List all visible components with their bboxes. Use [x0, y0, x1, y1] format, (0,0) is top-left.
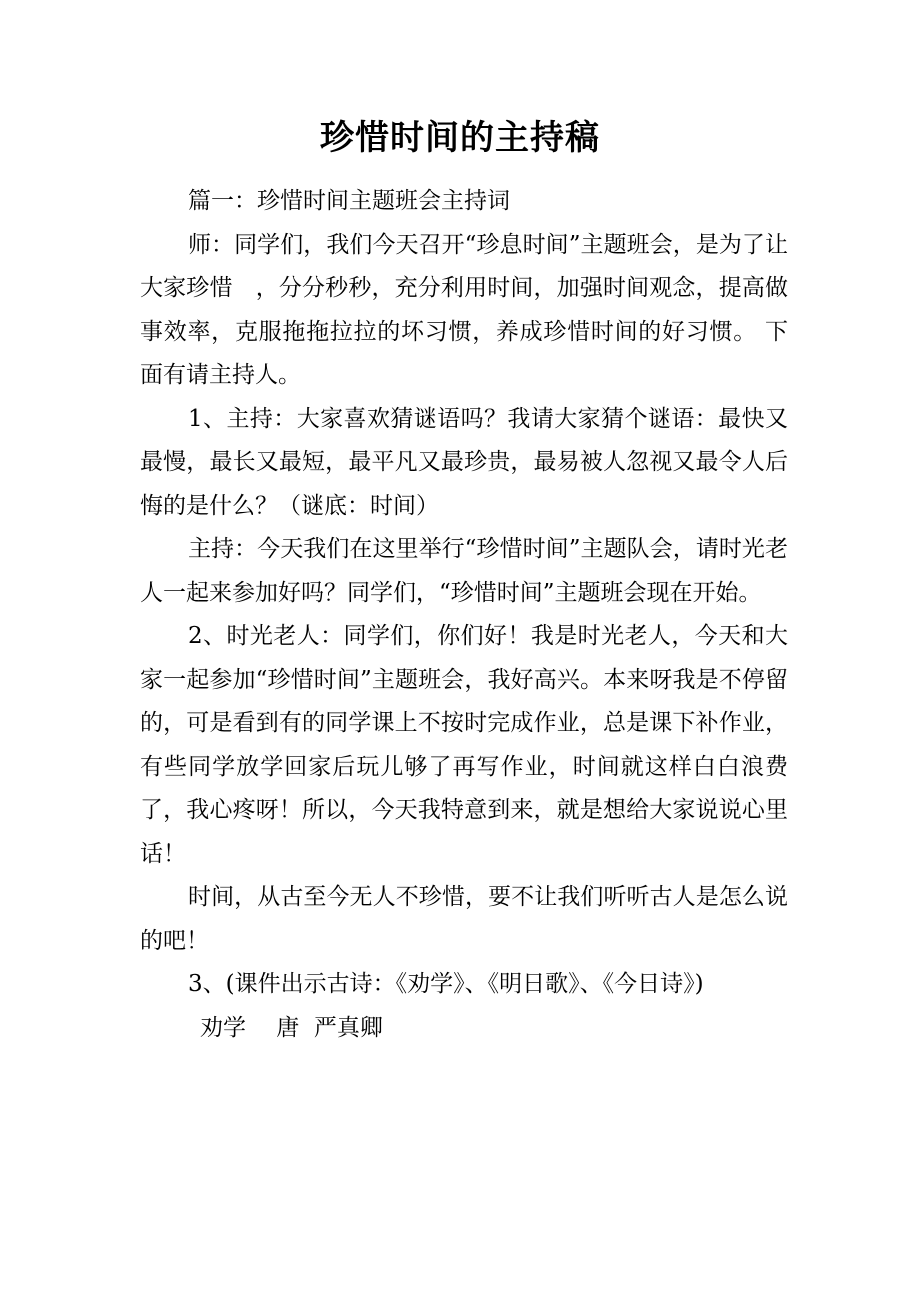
- paragraph-courseware: 3、(课件出示古诗：《劝学》、《明日歌》、《今日诗》): [188, 971, 704, 997]
- section-heading: 篇一：珍惜时间主题班会主持词: [188, 188, 510, 214]
- paragraph-time-elder: 2、时光老人：同学们，你们好！我是时光老人，今天和大家一起参加“珍惜时间”主题班会，我好高兴。本来呀我是不停留的，可是看到有的同学课上不按时完成作业，总是课下补作业，有些同学放学回家后玩儿够了再写作业，时间就这样白白浪费了，我心疼呀！所以，今天我特意到来，就是想给大家说说心里话！: [140, 623, 788, 867]
- document-title: 珍惜时间的主持稿: [320, 118, 600, 158]
- paragraph-teacher-intro: 师：同学们，我们今天召开“珍息时间”主题班会，是为了让大家珍惜 ，分分秒秒，充分利用时间，加强时间观念，提高做事效率，克服拖拖拉拉的坏习惯，养成珍惜时间的好习惯。 下面有请主持人。: [140, 231, 788, 388]
- paragraph-host-opening: 主持：今天我们在这里举行“珍惜时间”主题队会，请时光老人一起来参加好吗？同学们，“珍惜时间”主题班会现在开始。: [140, 536, 788, 606]
- paragraph-ancients: 时间，从古至今无人不珍惜，要不让我们听听古人是怎么说的吧！: [140, 884, 788, 954]
- poem-heading: 劝学 唐 严真卿: [200, 1014, 383, 1041]
- paragraph-riddle: 1、主持：大家喜欢猜谜语吗？我请大家猜个谜语：最快又最慢，最长又最短，最平凡又最珍贵，最易被人忽视又最令人后悔的是什么？（谜底：时间）: [140, 405, 788, 519]
- document-body: [140, 180, 788, 1050]
